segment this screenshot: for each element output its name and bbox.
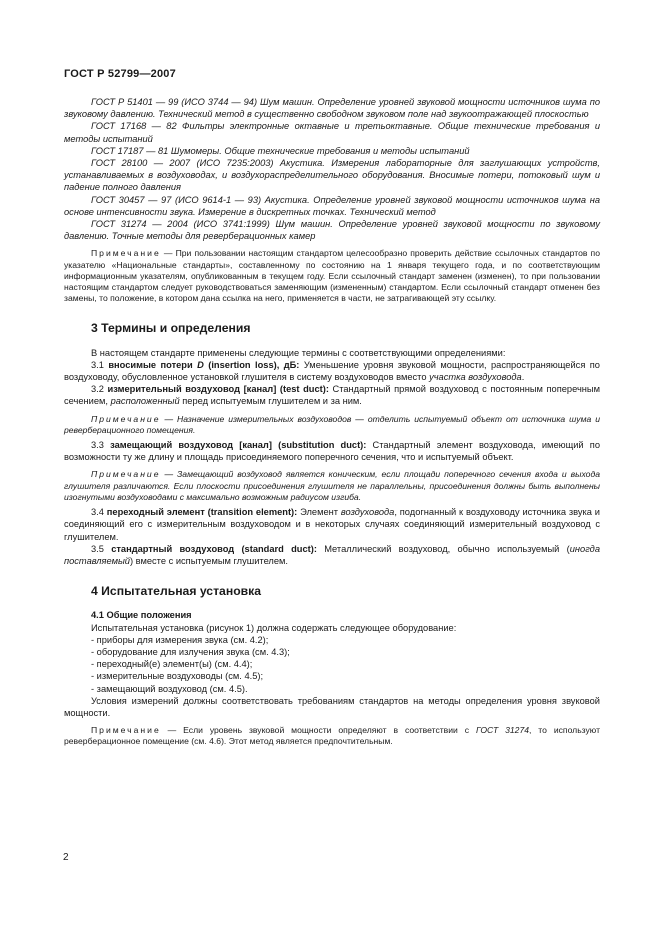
list-item: - приборы для измерения звука (см. 4.2); (91, 634, 269, 645)
section-4-title: 4 Испытательная установка (91, 584, 262, 599)
page-content (64, 96, 600, 748)
term-3-5: 3.5 стандартный воздуховод (standard duct): Металлический воздуховод, обычно используемый (иногда поставляемый) вместе с испытуемым глушителем. (64, 543, 600, 566)
note-text: — При пользовании настоящим стандартом целесообразно проверить действие ссылочных стандартов по указателю «Национальные стандарты», составленному по состоянию на 1 января текущего года, и по соответствующим информационным указателям, опубликованным в текущем году. Если ссылочный стандарт заменен (изменен), то при пользовании настоящим стандартом следует руководствоваться заменяющим (измененным) стандартом. Если ссылочный стандарт отменен без замены, то положение, в котором дана ссылка на него, применяется в части, не затрагивающей эту ссылку. (64, 248, 600, 304)
note-label: Примечание (91, 248, 161, 259)
term-name: стандартный воздуховод (standard duct): (111, 543, 317, 554)
standard-header: ГОСТ Р 52799—2007 (64, 68, 176, 80)
list-item: - оборудование для излучения звука (см. 4.3); (91, 646, 290, 657)
term-name: вносимые потери (108, 359, 193, 370)
term-3-1: 3.1 вносимые потери D (insertion loss), дБ: Уменьшение уровня звуковой мощности, распространяющейся по воздуховоду, обусловленное установкой глушителя в систему воздуховодов вместо участка воздуховода. (64, 359, 600, 383)
section-3-intro: В настоящем стандарте применены следующие термины с соответствующими определениями: (91, 347, 506, 358)
list-item: - замещающий воздуховод (см. 4.5). (91, 683, 248, 694)
list-item: - измерительные воздуховоды (см. 4.5); (91, 671, 264, 682)
section-4-intro: Испытательная установка (рисунок 1) должна содержать следующее оборудование: (91, 622, 457, 633)
note-3-3: Примечание — Замещающий воздуховод является коническим, если площади поперечного сечения входа и выхода глушителя различаются. Если плоскости присоединения глушителя не параллельны, присоединения должны быть выполнены изогнутыми воздуховодами с максимально возможным радиусом изгиба. (64, 469, 600, 502)
note-references (64, 248, 600, 304)
ref-item: ГОСТ 30457 — 97 (ИСО 9614-1 — 93) Акустика. Определение уровней звуковой мощности источников шума на основе интенсивности звука. Измерение в дискретных точках. Технический метод (64, 194, 600, 217)
term-name: переходный элемент (transition element): (106, 507, 298, 518)
term-3-2: 3.2 измерительный воздуховод [канал] (test duct): Стандартный прямой воздуховод с постоянным поперечным сечением, расположенный перед испытуемым глушителем и за ним. (64, 384, 600, 407)
ref-item: ГОСТ 31274 — 2004 (ИСО 3741:1999) Шум машин. Определение уровней звуковой мощности по звуковому давлению. Точные методы для реверберационных камер (64, 219, 600, 242)
note-3-2: Примечание — Назначение измерительных воздуховодов — отделить испытуемый объект от источника шума и реверберационного помещения. (64, 413, 600, 435)
ref-item: ГОСТ 28100 — 2007 (ИСО 7235:2003) Акустика. Измерения лабораторные для заглушающих устройств, устанавливаемых в воздуховодах, и воздухораспределительного оборудования. Вносимые потери, потоковый шум и падение полного давления (64, 158, 600, 193)
list-item: - переходный(е) элемент(ы) (см. 4.4); (91, 659, 253, 670)
section-3-title: 3 Термины и определения (91, 321, 251, 336)
term-3-3: 3.3 замещающий воздуховод [канал] (substitution duct): Стандартный элемент воздуховода, имеющий по возможности ту же длину и площадь присоединяемого поперечного сечения, что и испытуемый объект. (64, 440, 600, 463)
note-4-1: Примечание — Если уровень звуковой мощности определяют в соответствии с ГОСТ 31274, то используют реверберационное помещение (см. 4.6). Этот метод является предпочтительным. (64, 725, 601, 747)
term-name: замещающий воздуховод [канал] (substitution duct): (110, 440, 367, 451)
ref-item: ГОСТ 17168 — 82 Фильтры электронные октавные и третьоктавные. Общие технические требования и методы испытаний (64, 121, 600, 144)
term-name: измерительный воздуховод [канал] (test duct): (107, 384, 329, 395)
ref-item: ГОСТ Р 51401 — 99 (ИСО 3744 — 94) Шум машин. Определение уровней звуковой мощности источников шума по звуковому давлению. Технический метод в существенно свободном звуковом поле над звукоотражающей плоскостью (64, 97, 600, 120)
subsection-4-1-title: 4.1 Общие положения (91, 610, 192, 621)
ref-item: ГОСТ 17187 — 81 Шумомеры. Общие технические требования и методы испытаний (91, 145, 470, 156)
page-number: 2 (63, 852, 69, 863)
term-3-4: 3.4 переходный элемент (transition element): Элемент воздуховода, подогнанный к воздуховоду источника звука и соединяющий его с измерительным воздуховодом и в некоторых случаях соединяющий измерительный воздуховод с глушителем. (64, 507, 601, 542)
section-4-conditions: Условия измерений должны соответствовать требованиям стандартов на методы определения уровня звуковой мощности. (64, 695, 600, 718)
